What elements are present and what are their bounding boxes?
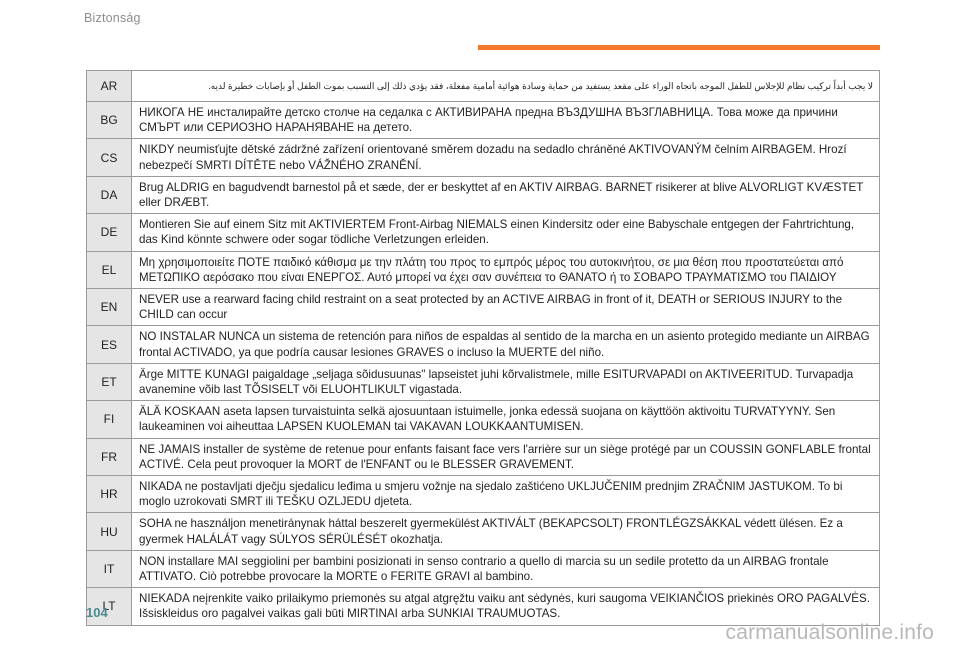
- language-code: AR: [87, 71, 132, 102]
- warning-text: NIKDY neumisťujte dětské zádržné zařízení orientované směrem dozadu na sedadlo chráněné AKTIVOVANÝM čelním AIRBAGEM. Hrozí nebezpečí SMRTI DÍTĚTE nebo VÁŽNÉHO ZRANĚNÍ.: [132, 139, 880, 176]
- warning-text: Μη χρησιμοποιείτε ΠΟΤΕ παιδικό κάθισμα με την πλάτη του προς το εμπρός μέρος του αυτοκινήτου, σε μια θέση που προστατεύεται από ΜΕΤΩΠΙΚΟ αερόσακο που είναι ΕΝΕΡΓΟΣ. Αυτό μπορεί να έχει σαν συνέπεια το ΘΑΝΑΤΟ ή το ΣΟΒΑΡΟ ΤΡΑΥΜΑΤΙΣΜΟ του ΠΑΙΔΙΟΥ: [132, 251, 880, 288]
- warning-text: NIEKADA neįrenkite vaiko prilaikymo priemonės su atgal atgręžtu vaiku ant sėdynės, kuri saugoma VEIKIANČIOS priekinės ORO PAGALVĖS. Išsiskleidus oro pagalvei vaikas gali būti MIRTINAI arba SUNKIAI TRAUMUOTAS.: [132, 588, 880, 625]
- table-row-cs: [87, 139, 880, 176]
- table-row-fr: [87, 438, 880, 475]
- language-code: DA: [87, 176, 132, 213]
- language-code: HR: [87, 476, 132, 513]
- warning-text: Ärge MITTE KUNAGI paigaldage „seljaga sõidusuunas" lapseistet juhi kõrvalistmele, mille ESITURVAPADI on AKTIVEERITUD. Turvapadja avanemine võib last TÕSISELT või ELUOHTLIKULT vigastada.: [132, 363, 880, 400]
- warning-text: NO INSTALAR NUNCA un sistema de retención para niños de espaldas al sentido de la marcha en un asiento protegido mediante un AIRBAG frontal ACTIVADO, ya que podría causar lesiones GRAVES o incluso la MUERTE del niño.: [132, 326, 880, 363]
- language-code: ET: [87, 363, 132, 400]
- warning-text: NIKADA ne postavljati dječju sjedalicu leđima u smjeru vožnje na sjedalo zaštićeno UKLJUČENIM prednjim ZRAČNIM JASTUKOM. To bi moglo uzrokovati SMRT ili TEŠKU OZLJEDU djeteta.: [132, 476, 880, 513]
- warning-text: NON installare MAI seggiolini per bambini posizionati in senso contrario a quello di marcia su un sedile protetto da un AIRBAG frontale ATTIVATO. Ciò potrebbe provocare la MORTE o FERITE GRAVI al bambino.: [132, 550, 880, 587]
- language-code: FR: [87, 438, 132, 475]
- warning-text: Brug ALDRIG en bagudvendt barnestol på et sæde, der er beskyttet af en AKTIV AIRBAG. BARNET risikerer at blive ALVORLIGT KVÆSTET eller DRÆBT.: [132, 176, 880, 213]
- watermark-text: carmanualsonline.info: [725, 621, 934, 644]
- table-row-et: [87, 363, 880, 400]
- warning-text: SOHA ne használjon menetiránynak háttal beszerelt gyermekülést AKTIVÁLT (BEKAPCSOLT) FRONTLÉGZSÁKKAL védett ülésen. Ez a gyermek HALÁLÁT vagy SÚLYOS SÉRÜLÉSÉT okozhatja.: [132, 513, 880, 550]
- table-row-ar: [87, 71, 880, 102]
- table-row-lt: [87, 588, 880, 625]
- section-title: Biztonság: [84, 11, 141, 25]
- language-code: HU: [87, 513, 132, 550]
- table-row-it: [87, 550, 880, 587]
- warning-text: НИКОГА НЕ инсталирайте детско столче на седалка с АКТИВИРАНА предна ВЪЗДУШНА ВЪЗГЛАВНИЦА. Това може да причини СМЪРТ или СЕРИОЗНО НАРАНЯВАНЕ на детето.: [132, 102, 880, 139]
- language-code: ES: [87, 326, 132, 363]
- header-accent-bar: [478, 45, 880, 50]
- language-code: FI: [87, 401, 132, 438]
- warning-text: Montieren Sie auf einem Sitz mit AKTIVIERTEM Front-Airbag NIEMALS einen Kindersitz oder eine Babyschale entgegen der Fahrtrichtung, das Kind könnte schwere oder sogar tödliche Verletzungen erleiden.: [132, 214, 880, 251]
- table-row-el: [87, 251, 880, 288]
- table-row-en: [87, 289, 880, 326]
- table-row-es: [87, 326, 880, 363]
- language-code: DE: [87, 214, 132, 251]
- airbag-warning-table: [86, 70, 880, 626]
- language-code: LT: [87, 588, 132, 625]
- language-code: CS: [87, 139, 132, 176]
- language-code: IT: [87, 550, 132, 587]
- table-row-de: [87, 214, 880, 251]
- table-row-hu: [87, 513, 880, 550]
- table-row-bg: [87, 102, 880, 139]
- table-row-da: [87, 176, 880, 213]
- language-code: BG: [87, 102, 132, 139]
- warning-text: ÄLÄ KOSKAAN aseta lapsen turvaistuinta selkä ajosuuntaan istuimelle, jonka edessä suojana on käyttöön aktivoitu TURVATYYNY. Sen laukeaminen voi aiheuttaa LAPSEN KUOLEMAN tai VAKAVAN LOUKKAANTUMISEN.: [132, 401, 880, 438]
- table-row-hr: [87, 476, 880, 513]
- table-row-fi: [87, 401, 880, 438]
- language-code: EN: [87, 289, 132, 326]
- warning-text: لا يجب أبداً تركيب نظام للإجلاس للطفل الموجه باتجاه الوراء على مقعد يستفيد من حماية وسادة هوائية أمامية مفعلة، فقد يؤدي ذلك إلى التسبب بموت الطفل أو بإصابات خطيرة لديه.: [132, 71, 880, 102]
- language-code: EL: [87, 251, 132, 288]
- warning-text: NE JAMAIS installer de système de retenue pour enfants faisant face vers l'arrière sur un siège protégé par un COUSSIN GONFLABLE frontal ACTIVÉ. Cela peut provoquer la MORT de l'ENFANT ou le BLESSER GRAVEMENT.: [132, 438, 880, 475]
- warning-text: NEVER use a rearward facing child restraint on a seat protected by an ACTIVE AIRBAG in front of it, DEATH or SERIOUS INJURY to the CHILD can occur: [132, 289, 880, 326]
- page-number: 104: [86, 605, 108, 620]
